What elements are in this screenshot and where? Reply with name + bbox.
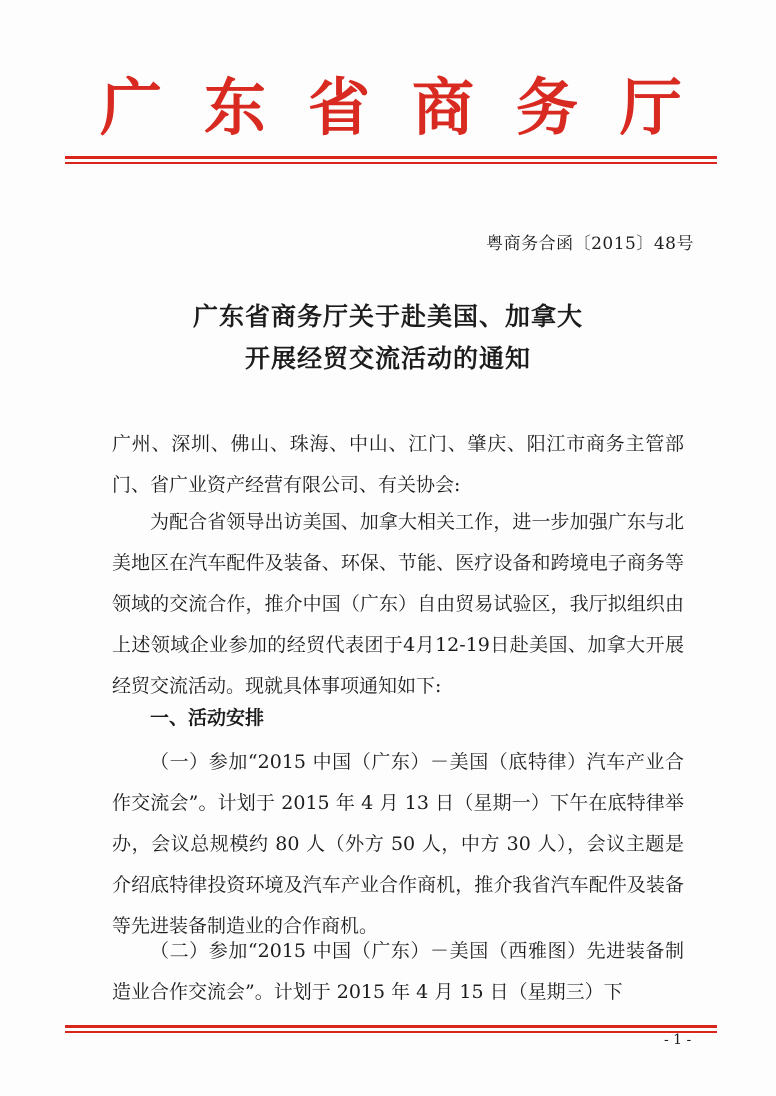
- letterhead-char: 务: [515, 70, 578, 144]
- document-title-line-2: 开展经贸交流活动的通知: [244, 344, 531, 373]
- document-number: 粤商务合函〔2015〕48号: [486, 234, 694, 254]
- recipients-paragraph: 广州、深圳、佛山、珠海、中山、江门、肇庆、阳江市商务主管部门、省广业资产经营有限公司、有关协会:: [112, 433, 684, 496]
- letterhead-char: 商: [411, 70, 474, 144]
- intro-paragraph: 为配合省领导出访美国、加拿大相关工作，进一步加强广东与北美地区在汽车配件及装备、环保、节能、医疗设备和跨境电子商务等领域的交流合作，推介中国（广东）自由贸易试验区，我厅拟组织由上述领域企业参加的经贸代表团于4月12-19日赴美国、加拿大开展经贸交流活动。现就具体事项通知如下:: [112, 511, 684, 697]
- footer-rule-thin: [65, 1031, 717, 1033]
- letterhead-char: 省: [307, 70, 370, 144]
- item-paragraph-1: （一）参加“2015 中国（广东）－美国（底特律）汽车产业合作交流会”。计划于 2015 年 4 月 13 日（星期一）下午在底特律举办，会议总规模约 80 人（外方 50 人，中方 30 人），会议主题是介绍底特律投资环境及汽车产业合作商机，推介我省汽车配件及装备等先进装备制造业的合作商机。: [112, 751, 684, 937]
- section-heading: 一、活动安排: [150, 707, 265, 729]
- letterhead-char: 厅: [619, 70, 682, 144]
- letterhead-char: 东: [203, 70, 266, 144]
- letterhead-title: [60, 62, 720, 142]
- letterhead-rule-thick: [65, 156, 717, 159]
- page-number: - 1 -: [664, 1032, 692, 1048]
- letterhead-rule-thin: [65, 162, 717, 164]
- letterhead-char: 广: [100, 70, 163, 144]
- document-title-line-1: 广东省商务厅关于赴美国、加拿大: [192, 302, 583, 331]
- item-paragraph-2: （二）参加“2015 中国（广东）－美国（西雅图）先进装备制造业合作交流会”。计划于 2015 年 4 月 15 日（星期三）下: [112, 940, 684, 1003]
- footer-rule-thick: [65, 1025, 717, 1028]
